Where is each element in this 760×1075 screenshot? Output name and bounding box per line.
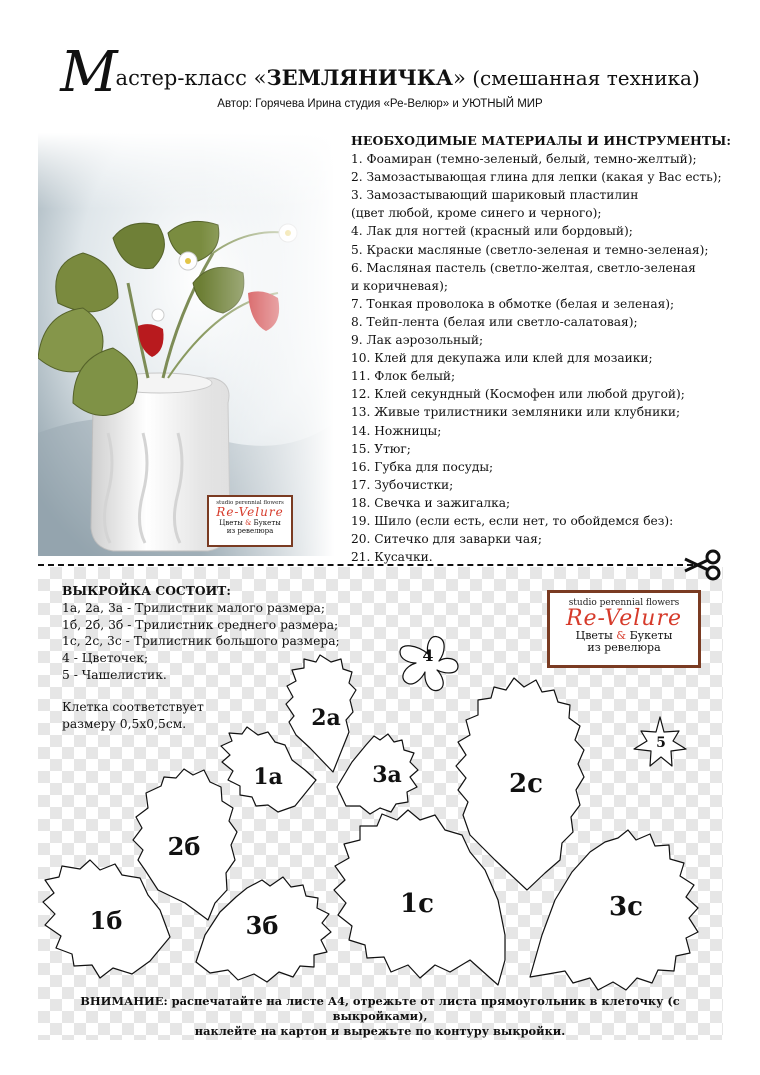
- title-subtitle: (смешанная техника): [465, 66, 700, 90]
- materials-item: 14. Ножницы;: [351, 423, 442, 438]
- label-2c: 2с: [509, 769, 543, 799]
- materials-item: 12. Клей секундный (Космофен или любой другой);: [351, 387, 685, 402]
- materials-item: (цвет любой, кроме синего и черного);: [351, 206, 602, 221]
- label-1b: 1б: [89, 906, 123, 935]
- title-close-quote: »: [453, 66, 466, 90]
- print-warning: [50, 994, 710, 1039]
- grid-note-line2: размеру 0,5х0,5см.: [62, 716, 187, 731]
- pattern-heading: ВЫКРОЙКА СОСТОИТ:: [62, 583, 231, 598]
- materials-item: 6. Масляная пастель (светло-желтая, светло-зеленая: [351, 260, 696, 275]
- label-2a: 2а: [311, 705, 341, 731]
- pattern-item: 5 - Чашелистик.: [62, 667, 167, 682]
- materials-item: 2. Замозастывающая глина для лепки (какая у Вас есть);: [351, 170, 722, 185]
- pattern-item: 1б, 2б, 3б - Трилистник среднего размера;: [62, 617, 339, 632]
- warning-label: ВНИМАНИЕ:: [80, 994, 168, 1008]
- materials-item: 21. Кусачки.: [351, 550, 433, 565]
- warning-line2: наклейте на картон и вырежьте по контуру выкройки.: [194, 1024, 566, 1038]
- author-line: Автор: Горячева Ирина студия «Ре-Велюр» и УЮТНЫЙ МИР: [217, 98, 543, 110]
- title-text: астер-класс «: [115, 66, 267, 90]
- label-3c: 3с: [609, 892, 643, 922]
- materials-item: 5. Краски масляные (светло-зеленая и темно-зеленая);: [351, 242, 709, 257]
- logo-studio-text: studio perennial flowers: [568, 598, 680, 608]
- grid-note-line1: Клетка соответствует: [62, 700, 204, 714]
- warning-text-1: распечатайте на листе А4, отрежьте от листа прямоугольник в клеточку (с выкройками),: [167, 994, 680, 1023]
- logo-subtitle-line2: из ревелюра: [587, 641, 661, 654]
- pattern-item: 1а, 2а, 3а - Трилистник малого размера;: [62, 600, 325, 615]
- logo-subtitle-line2: из ревелюра: [226, 527, 274, 535]
- warning-line1: [50, 994, 710, 1024]
- materials-item: 3. Замозастывающий шариковый пластилин: [351, 188, 639, 203]
- label-1c: 1с: [400, 889, 434, 919]
- logo-studio-text: studio perennial flowers: [216, 500, 284, 506]
- label-3b: 3б: [245, 911, 279, 940]
- label-3a: 3а: [372, 762, 402, 788]
- materials-item: 11. Флок белый;: [351, 369, 456, 384]
- materials-item: 20. Ситечко для заварки чая;: [351, 532, 542, 547]
- materials-item: 19. Шило (если есть, если нет, то обойдемся без):: [351, 513, 674, 528]
- label-2b: 2б: [167, 832, 201, 861]
- title-initial: М: [60, 40, 116, 105]
- materials-item: 15. Утюг;: [351, 441, 411, 456]
- label-1a: 1а: [253, 764, 283, 790]
- logo-script-text: Re-Velure: [565, 606, 683, 631]
- materials-item: 8. Тейп-лента (белая или светло-салатовая);: [351, 314, 638, 329]
- materials-item: 7. Тонкая проволока в обмотке (белая и зеленая);: [351, 296, 675, 311]
- materials-item: 10. Клей для декупажа или клей для мозаики;: [351, 351, 653, 366]
- materials-item: 16. Губка для посуды;: [351, 459, 494, 474]
- pattern-item: 4 - Цветочек;: [62, 651, 149, 666]
- materials-heading: НЕОБХОДИМЫЕ МАТЕРИАЛЫ И ИНСТРУМЕНТЫ:: [351, 133, 732, 148]
- materials-item: 18. Свечка и зажигалка;: [351, 495, 511, 510]
- materials-item: 17. Зубочистки;: [351, 477, 454, 492]
- materials-item: 9. Лак аэрозольный;: [351, 333, 484, 348]
- materials-item: 1. Фоамиран (темно-зеленый, белый, темно-желтый);: [351, 152, 697, 167]
- logo-script-text: Re-Velure: [216, 505, 284, 519]
- title-highlight: ЗЕМЛЯНИЧКА: [266, 65, 454, 90]
- materials-item: и коричневая);: [351, 278, 448, 293]
- pattern-item: 1с, 2с, 3с - Трилистник большого размера;: [62, 634, 340, 649]
- logo-subtitle-line1: Цветы & Букеты: [575, 629, 673, 642]
- label-4: 4: [422, 646, 434, 665]
- logo-subtitle-line1: Цветы & Букеты: [219, 519, 281, 527]
- label-5: 5: [656, 735, 666, 751]
- materials-item: 4. Лак для ногтей (красный или бордовый);: [351, 224, 633, 239]
- materials-item: 13. Живые трилистники земляники или клубники;: [351, 405, 681, 420]
